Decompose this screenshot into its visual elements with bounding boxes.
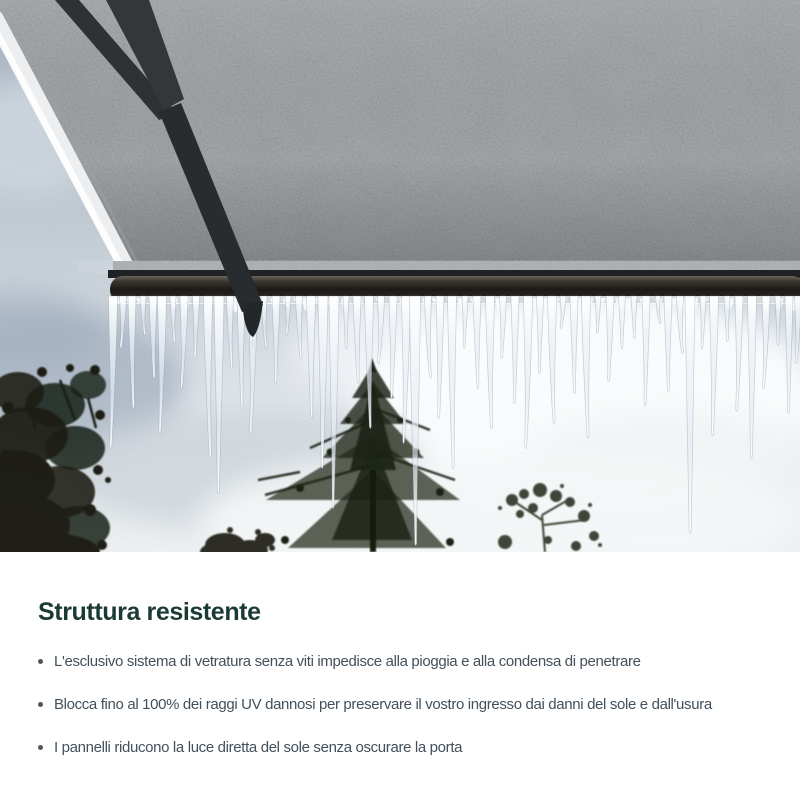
feature-bullet-text: L'esclusivo sistema di vetratura senza viti impedisce alla pioggia e alla condensa di penetrare [54,653,641,670]
bullet-dot [38,659,43,664]
water-drip [251,339,255,347]
left-tree [0,364,111,552]
feature-bullet-3 [38,737,780,758]
feature-text-block [0,552,800,780]
feature-heading: Struttura resistente [38,598,261,626]
feature-bullet-1 [38,651,780,672]
bullet-dot [38,702,43,707]
feature-bullet-2 [38,694,780,715]
feature-bullet-text: Blocca fino al 100% dei raggi UV dannosi per preservare il vostro ingresso dai danni del sole e dall'usura [54,696,712,713]
bullet-dot [38,745,43,750]
feature-list [38,651,780,758]
feature-bullet-text: I pannelli riducono la luce diretta del sole senza oscurare la porta [54,739,463,756]
